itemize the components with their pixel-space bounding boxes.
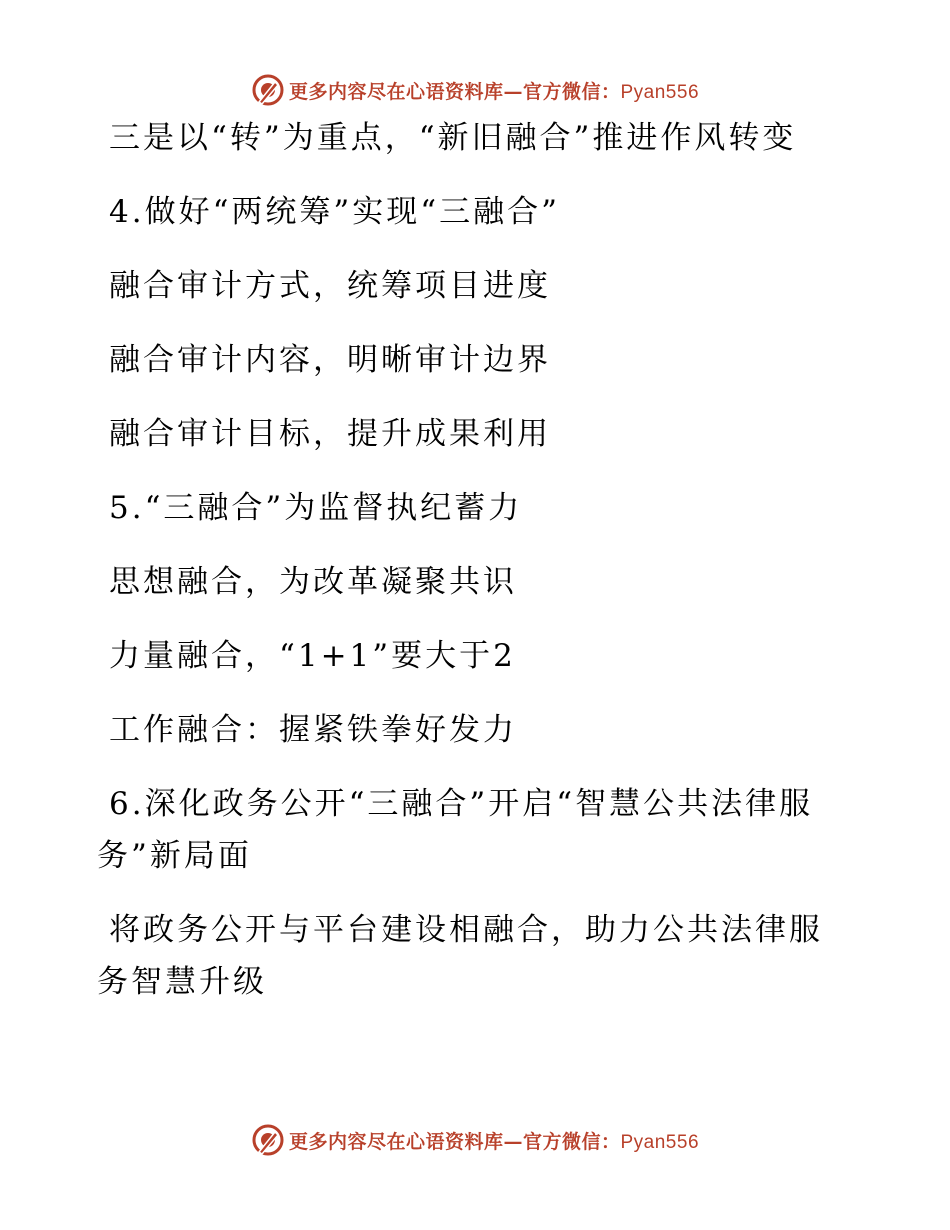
banner-separator: — (503, 1130, 523, 1153)
banner-wechat-label: 官方微信： (522, 80, 621, 103)
paragraph: 将政务公开与平台建设相融合，助力公共法律服务智慧升级 (97, 912, 823, 1000)
paragraph: 力量融合，“1+1”要大于2 (109, 638, 516, 674)
paragraph: 5.“三融合”为监督执纪蓄力 (109, 490, 523, 526)
document-body (97, 112, 832, 1030)
paragraph: 融合审计目标，提升成果利用 (109, 416, 551, 452)
pen-logo-icon (251, 73, 285, 107)
paragraph: 工作融合：握紧铁拳好发力 (109, 712, 517, 748)
banner-wechat-id: Pyan556 (620, 81, 700, 103)
header-banner (0, 70, 950, 110)
banner-text (289, 1127, 699, 1154)
paragraph: 融合审计内容，明晰审计边界 (109, 342, 551, 378)
banner-slogan: 更多内容尽在心语资料库 (288, 80, 504, 103)
banner-wechat-id: Pyan556 (620, 1131, 700, 1153)
paragraph: 4.做好“两统筹”实现“三融合” (109, 194, 560, 230)
banner-text (289, 77, 699, 104)
banner-separator: — (503, 80, 523, 103)
pen-logo-icon (251, 1123, 285, 1157)
footer-banner (0, 1120, 950, 1160)
paragraph: 融合审计方式，统筹项目进度 (109, 268, 551, 304)
paragraph: 三是以“转”为重点，“新旧融合”推进作风转变 (109, 120, 797, 156)
paragraph: 6.深化政务公开“三融合”开启“智慧公共法律服务”新局面 (97, 786, 814, 874)
banner-slogan: 更多内容尽在心语资料库 (288, 1130, 504, 1153)
paragraph: 思想融合，为改革凝聚共识 (109, 564, 517, 600)
banner-wechat-label: 官方微信： (522, 1130, 621, 1153)
